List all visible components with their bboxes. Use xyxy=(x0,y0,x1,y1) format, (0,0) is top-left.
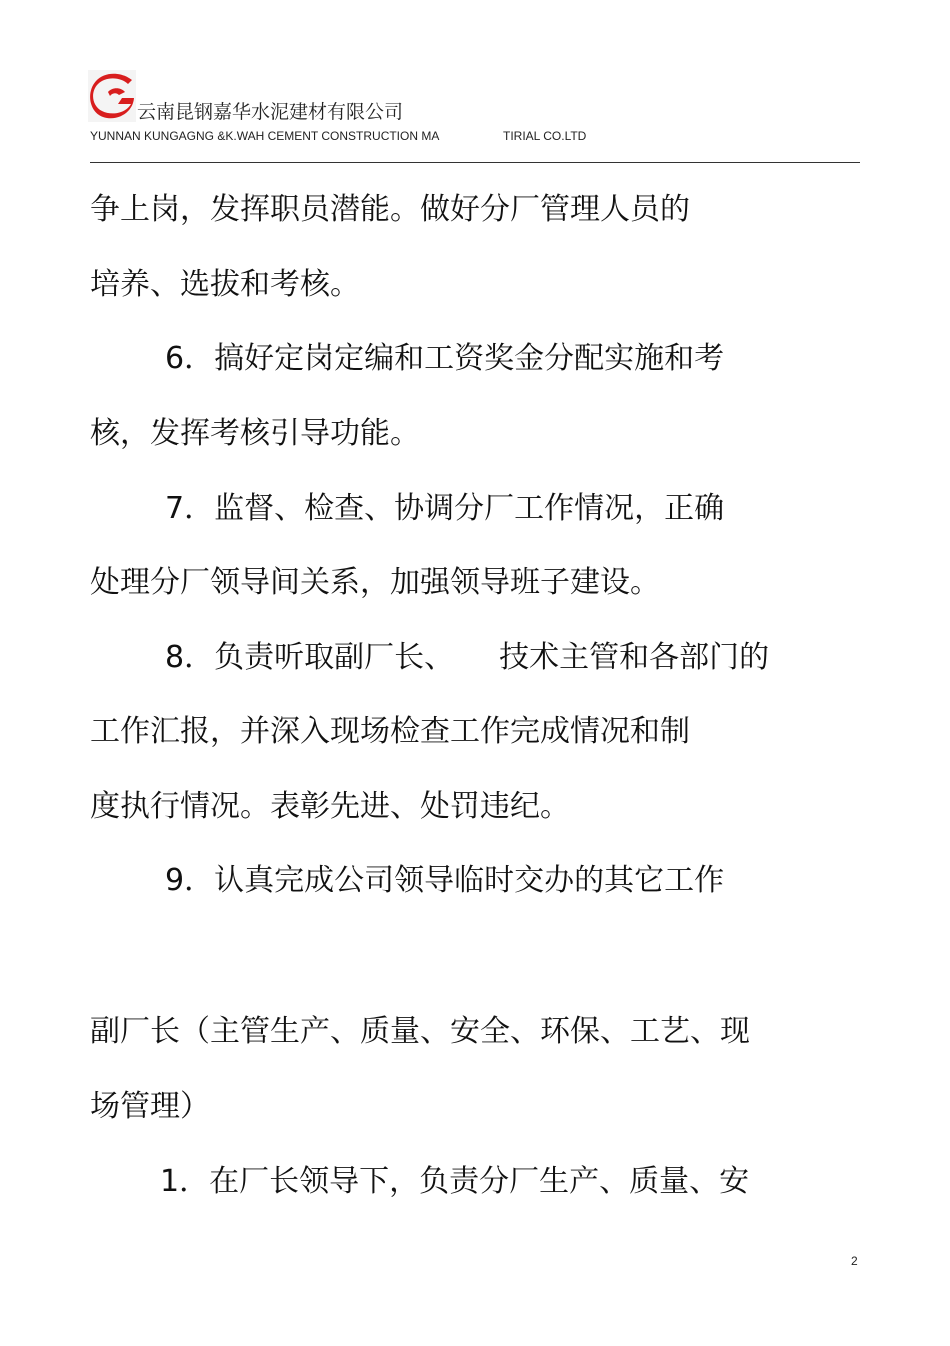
item-8-line-3: 度执行情况。表彰先进、处罚违纪。 xyxy=(90,789,570,824)
deputy-item-1-line-1: 1．在厂长领导下，负责分厂生产、质量、安 xyxy=(160,1164,750,1199)
item-8-line-1: 8．负责听取副厂长、 技术主管和各部门的 xyxy=(165,640,770,675)
section-heading-line-1: 副厂长（主管生产、质量、安全、环保、工艺、现 xyxy=(90,1014,750,1049)
page-header xyxy=(0,0,950,170)
header-divider xyxy=(90,162,860,163)
item-8-line-2: 工作汇报，并深入现场检查工作完成情况和制 xyxy=(90,714,690,749)
section-heading-line-2: 场管理） xyxy=(90,1089,210,1124)
item-7-line-2: 处理分厂领导间关系，加强领导班子建设。 xyxy=(90,565,660,600)
company-logo-icon xyxy=(88,70,136,122)
page-number: 2 xyxy=(851,1254,858,1268)
body-line-1: 争上岗，发挥职员潜能。做好分厂管理人员的 xyxy=(90,192,690,227)
company-name-english-part-1: YUNNAN KUNGAGNG &K.WAH CEMENT CONSTRUCTION MA xyxy=(90,129,440,143)
item-6-line-1: 6．搞好定岗定编和工资奖金分配实施和考 xyxy=(165,341,725,376)
body-line-2: 培养、选拔和考核。 xyxy=(90,267,360,302)
company-name-english-part-2: TIRIAL CO.LTD xyxy=(503,129,587,143)
item-9-line-1: 9．认真完成公司领导临时交办的其它工作 xyxy=(165,863,725,898)
item-6-line-2: 核，发挥考核引导功能。 xyxy=(90,416,420,451)
company-name-chinese: 云南昆钢嘉华水泥建材有限公司 xyxy=(137,101,404,123)
item-7-line-1: 7．监督、检查、协调分厂工作情况，正确 xyxy=(165,491,725,526)
